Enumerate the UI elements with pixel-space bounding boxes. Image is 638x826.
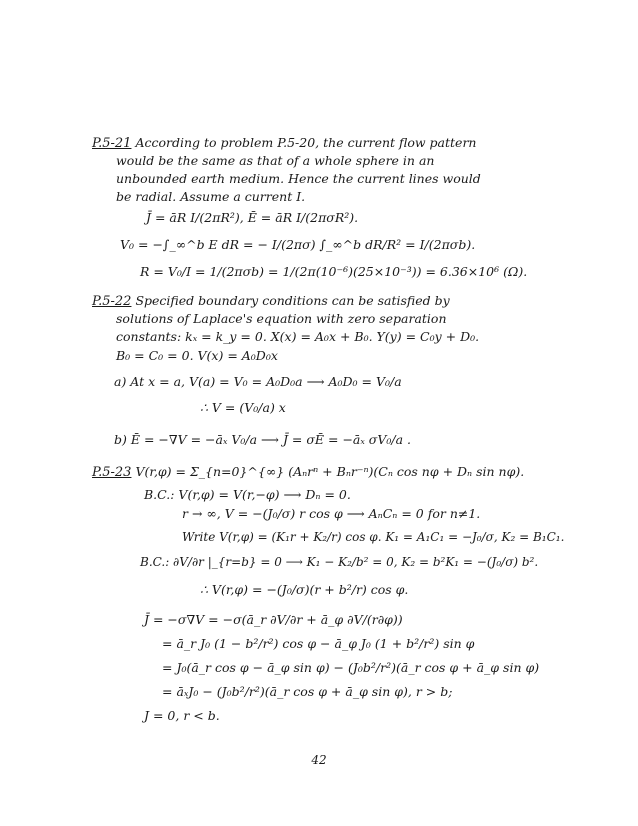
text-line: solutions of Laplace's equation with zero separation bbox=[116, 311, 447, 326]
equation-line: Write V(r,φ) = (K₁r + K₂/r) cos φ. K₁ = A₁C₁ = −J₀/σ, K₂ = B₁C₁. bbox=[182, 530, 565, 544]
equation-line: a) At x = a, V(a) = V₀ = A₀D₀a ⟶ A₀D₀ = V₀/a bbox=[114, 374, 402, 389]
equation-line: B.C.: V(r,φ) = V(r,−φ) ⟶ Dₙ = 0. bbox=[144, 487, 351, 502]
text-line: Specified boundary conditions can be satisfied by bbox=[135, 293, 450, 308]
text-line: constants: kₓ = k_y = 0. X(x) = A₀x + B₀. Y(y) = C₀y + D₀. bbox=[116, 329, 480, 344]
problem-label: P.5-21 bbox=[92, 136, 132, 151]
problem-label: P.5-23 bbox=[92, 465, 132, 480]
equation-line: r → ∞, V = −(J₀/σ) r cos φ ⟶ AₙCₙ = 0 for n≠1. bbox=[182, 506, 481, 521]
equation-line: J̄ = −σ∇V = −σ(ā_r ∂V/∂r + ā_φ ∂V/(r∂φ)) bbox=[144, 612, 403, 627]
equation-line: b) Ē = −∇V = −āₓ V₀/a ⟶ J̄ = σĒ = −āₓ σV₀/a . bbox=[114, 432, 411, 447]
equation-line: V₀ = −∫_∞^b E dR = − I/(2πσ) ∫_∞^b dR/R² = I/(2πσb). bbox=[120, 237, 476, 252]
text-line: be radial. Assume a current I. bbox=[116, 189, 306, 204]
text-line: would be the same as that of a whole sphere in an bbox=[116, 153, 435, 168]
equation-line: = āₓJ₀ − (J₀b²/r²)(ā_r cos φ + ā_φ sin φ), r > b; bbox=[162, 684, 453, 699]
equation-line: B.C.: ∂V/∂r |_{r=b} = 0 ⟶ K₁ − K₂/b² = 0, K₂ = b²K₁ = −(J₀/σ) b². bbox=[140, 555, 539, 569]
text-line: According to problem P.5-20, the current flow pattern bbox=[135, 135, 477, 150]
equation-line: V(r,φ) = Σ_{n=0}^{∞} (Aₙrⁿ + Bₙr⁻ⁿ)(Cₙ cos nφ + Dₙ sin nφ). bbox=[135, 464, 525, 479]
equation-line: = ā_r J₀ (1 − b²/r²) cos φ − ā_φ J₀ (1 + b²/r²) sin φ bbox=[162, 636, 475, 651]
problem-label: P.5-22 bbox=[92, 294, 132, 309]
equation-line: B₀ = C₀ = 0. V(x) = A₀D₀x bbox=[116, 348, 278, 363]
text-line: unbounded earth medium. Hence the current lines would bbox=[116, 171, 481, 186]
equation-line: ∴ V = (V₀/a) x bbox=[200, 400, 286, 415]
equation-line: ∴ V(r,φ) = −(J₀/σ)(r + b²/r) cos φ. bbox=[200, 582, 409, 597]
equation-line: J = 0, r < b. bbox=[144, 708, 220, 723]
equation-line: R = V₀/I = 1/(2πσb) = 1/(2π(10⁻⁶)(25×10⁻³)) = 6.36×10⁶ (Ω). bbox=[140, 264, 528, 279]
page-number: 42 bbox=[311, 753, 327, 767]
equation-line: = J₀(ā_r cos φ − ā_φ sin φ) − (J₀b²/r²)(ā_r cos φ + ā_φ sin φ) bbox=[162, 660, 540, 675]
equation-line: J̄ = āR I/(2πR²), Ē = āR I/(2πσR²). bbox=[146, 210, 359, 225]
